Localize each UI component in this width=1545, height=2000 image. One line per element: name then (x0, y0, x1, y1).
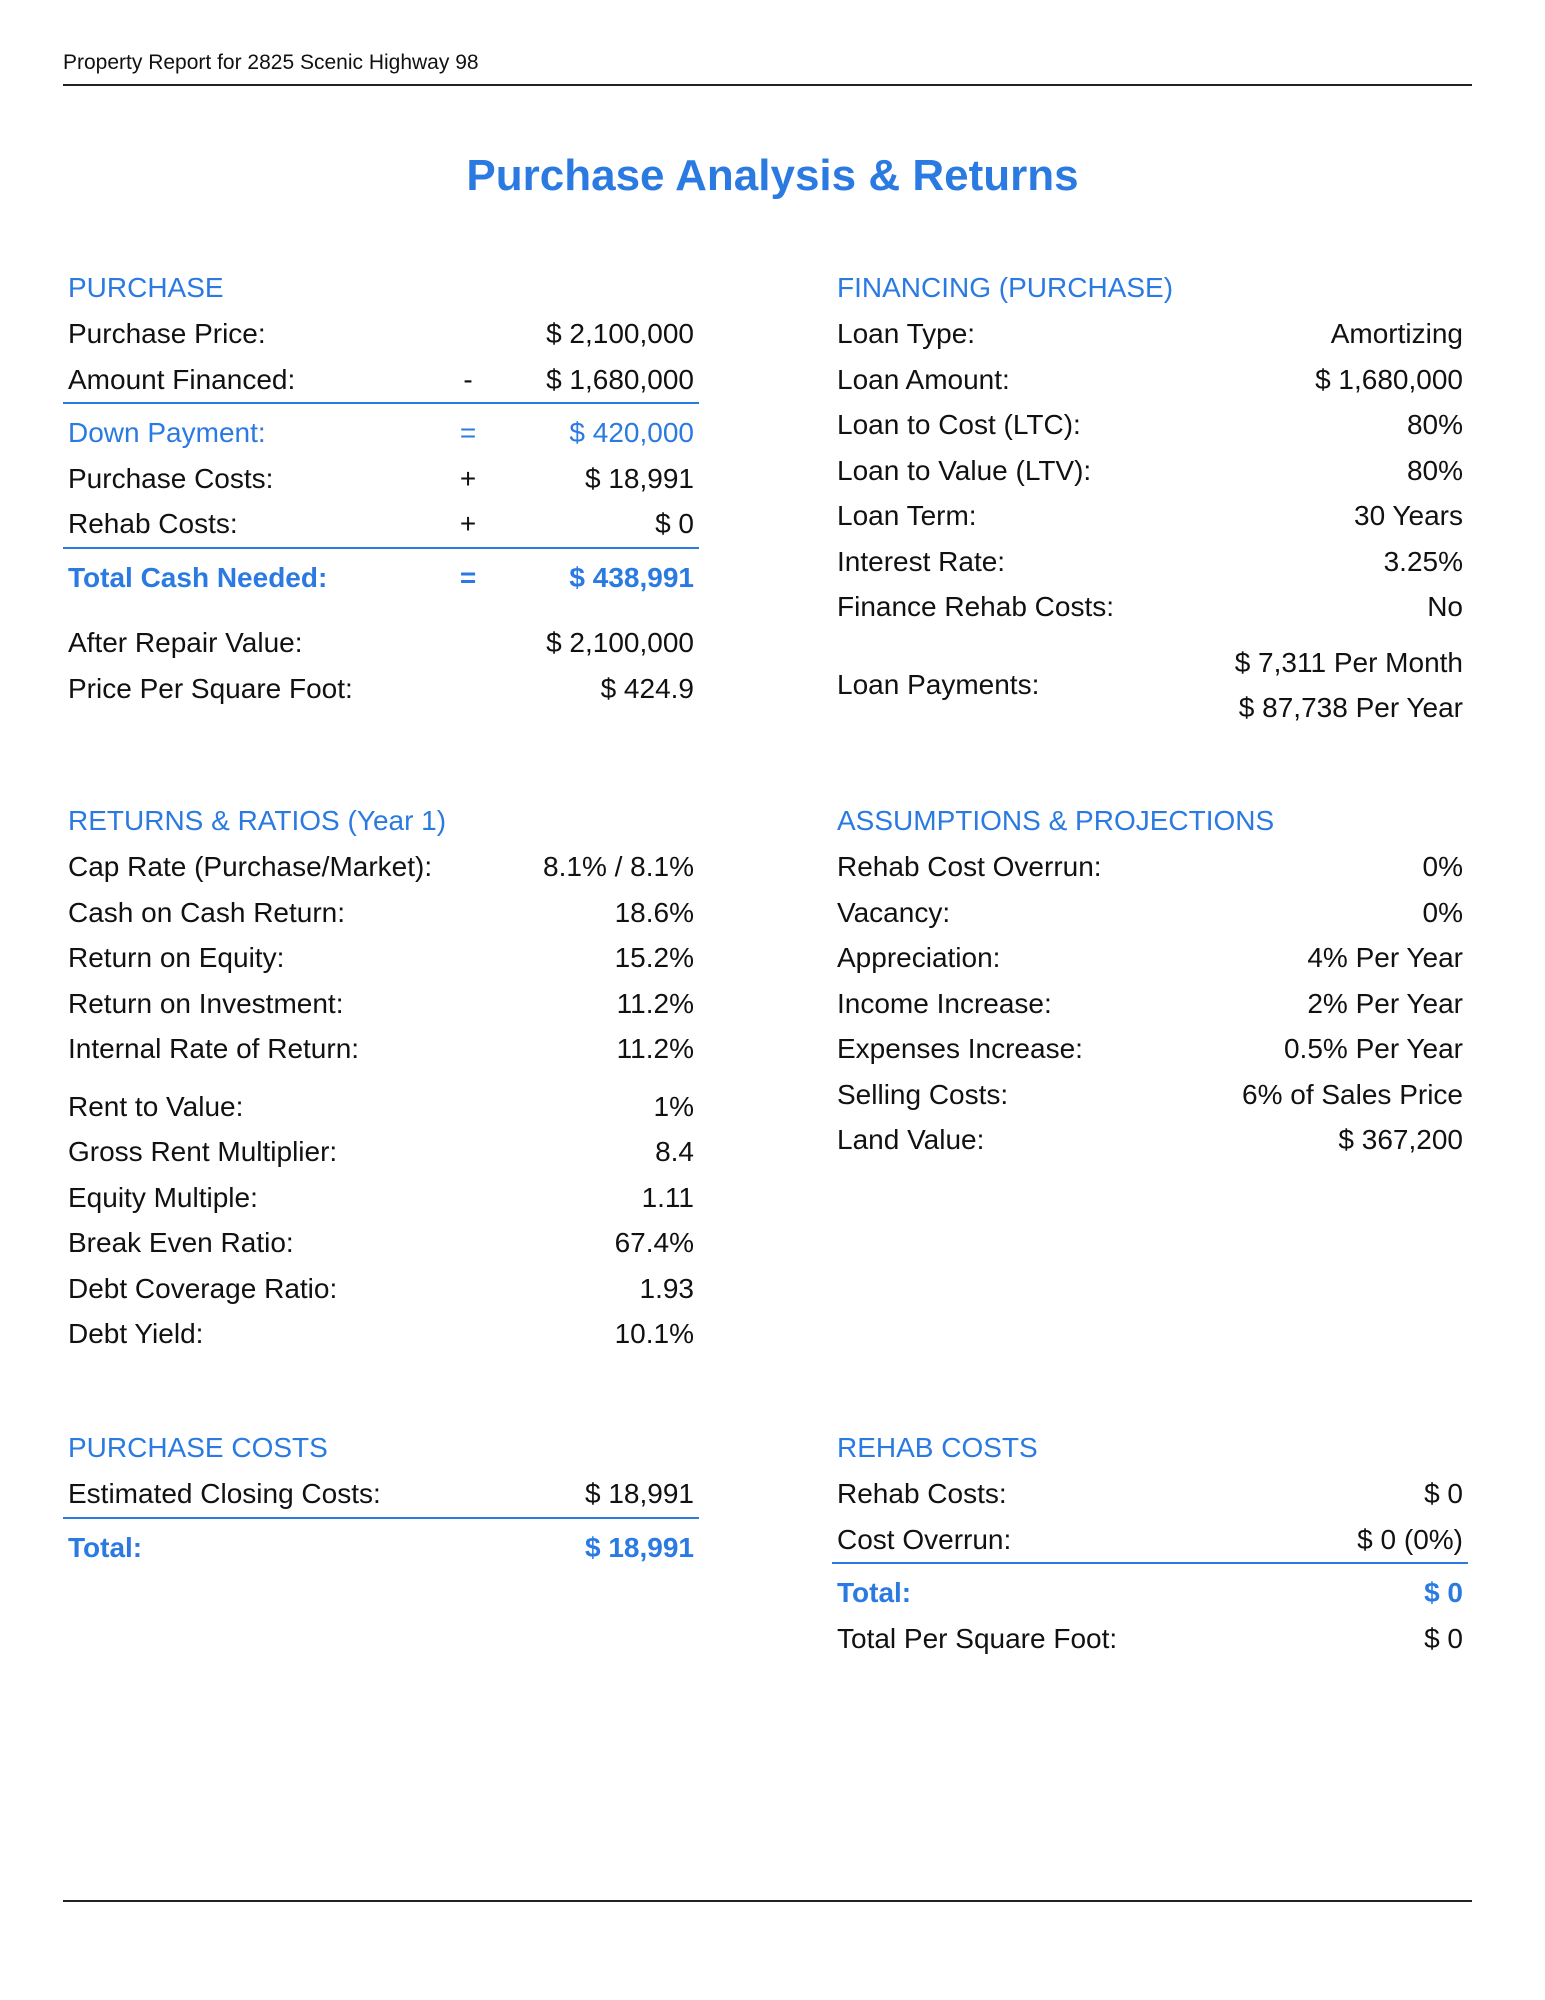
closing-costs-label: Estimated Closing Costs: (68, 1478, 381, 1509)
selling-costs-value: 6% of Sales Price (1242, 1078, 1463, 1110)
dcr-label: Debt Coverage Ratio: (68, 1272, 338, 1304)
interest-rate-row (832, 539, 1468, 585)
loan-payments-label: Loan Payments: (837, 668, 1040, 700)
rehab-costs-section (832, 1425, 1468, 1661)
cap-rate-label: Cap Rate (Purchase/Market): (68, 851, 433, 882)
purchase-price-label: Purchase Price: (68, 318, 266, 349)
break-even-row (63, 1220, 699, 1266)
selling-costs-label: Selling Costs: (837, 1078, 1009, 1110)
rehab-per-sqft-value: $ 0 (1424, 1622, 1463, 1654)
after-repair-value-label: After Repair Value: (68, 627, 303, 658)
loan-term-label: Loan Term: (837, 500, 977, 531)
rehab-costs-label: Rehab Costs: (68, 508, 238, 539)
roe-value: 15.2% (614, 942, 694, 973)
down-payment-value: $ 420,000 (569, 417, 694, 448)
loan-payments-row (832, 640, 1468, 732)
plus-operator: + (459, 462, 477, 494)
dcr-row (63, 1266, 699, 1312)
break-even-value: 67.4% (614, 1227, 694, 1258)
rehab-costs-value: $ 0 (655, 508, 694, 539)
amount-financed-row (63, 357, 699, 405)
rent-to-value-row (63, 1084, 699, 1130)
dcr-value: 1.93 (639, 1272, 694, 1304)
rehab-overrun-row (832, 844, 1468, 890)
loan-payments-yearly: $ 87,738 Per Year (1238, 691, 1463, 723)
ltc-label: Loan to Cost (LTC): (837, 409, 1081, 440)
interest-rate-value: 3.25% (1383, 545, 1463, 577)
price-per-sqft-label: Price Per Square Foot: (68, 672, 353, 704)
cap-rate-row (63, 844, 699, 890)
selling-costs-row (832, 1072, 1468, 1118)
after-repair-value-value: $ 2,100,000 (546, 627, 694, 658)
finance-rehab-row (832, 584, 1468, 630)
price-per-sqft-value: $ 424.9 (600, 672, 694, 704)
amount-financed-value: $ 1,680,000 (546, 363, 694, 395)
purchase-heading: PURCHASE (68, 272, 224, 303)
loan-type-row (832, 311, 1468, 357)
purchase-costs-value: $ 18,991 (585, 462, 694, 494)
purchase-costs-total-label: Total: (68, 1531, 143, 1563)
cash-on-cash-label: Cash on Cash Return: (68, 896, 346, 928)
loan-term-row (832, 493, 1468, 539)
rehab-costs-value: $ 0 (1424, 1478, 1463, 1509)
break-even-label: Break Even Ratio: (68, 1227, 294, 1258)
land-value-row (832, 1117, 1468, 1163)
rehab-total-label: Total: (837, 1577, 912, 1608)
rehab-total-value: $ 0 (1424, 1577, 1463, 1608)
grm-label: Gross Rent Multiplier: (68, 1136, 338, 1167)
roi-row (63, 981, 699, 1027)
loan-amount-row (832, 357, 1468, 403)
purchase-price-value: $ 2,100,000 (546, 318, 694, 349)
expenses-increase-row (832, 1026, 1468, 1072)
grm-value: 8.4 (655, 1136, 694, 1167)
ltc-value: 80% (1406, 409, 1463, 440)
cost-overrun-row (832, 1517, 1468, 1565)
loan-type-value: Amortizing (1330, 318, 1463, 349)
irr-label: Internal Rate of Return: (68, 1033, 360, 1064)
purchase-costs-row (63, 456, 699, 502)
closing-costs-value: $ 18,991 (585, 1478, 694, 1509)
rent-to-value-value: 1% (653, 1090, 694, 1122)
loan-amount-label: Loan Amount: (837, 363, 1010, 395)
plus-operator: + (459, 508, 477, 539)
income-increase-row (832, 981, 1468, 1027)
ltv-row (832, 448, 1468, 494)
vacancy-value: 0% (1422, 896, 1463, 928)
total-cash-needed-value: $ 438,991 (569, 561, 694, 593)
returns-heading: RETURNS & RATIOS (Year 1) (68, 805, 447, 836)
total-cash-needed-row (63, 555, 699, 601)
land-value-value: $ 367,200 (1338, 1124, 1463, 1155)
cash-on-cash-row (63, 890, 699, 936)
debt-yield-row (63, 1311, 699, 1357)
purchase-section (63, 265, 699, 711)
rehab-costs-row (63, 501, 699, 549)
loan-term-value: 30 Years (1354, 500, 1463, 531)
purchase-costs-total-row (63, 1525, 699, 1571)
equity-multiple-label: Equity Multiple: (68, 1181, 258, 1213)
irr-value: 11.2% (616, 1033, 694, 1064)
down-payment-row (63, 410, 699, 456)
rehab-costs-label: Rehab Costs: (837, 1478, 1007, 1509)
rehab-per-sqft-label: Total Per Square Foot: (837, 1622, 1118, 1654)
after-repair-value-row (63, 620, 699, 666)
rent-to-value-label: Rent to Value: (68, 1090, 244, 1122)
purchase-costs-label: Purchase Costs: (68, 462, 274, 494)
purchase-costs-heading: PURCHASE COSTS (68, 1432, 328, 1463)
equals-operator: = (459, 417, 477, 448)
roe-label: Return on Equity: (68, 942, 285, 973)
amount-financed-label: Amount Financed: (68, 363, 296, 395)
vacancy-label: Vacancy: (837, 896, 951, 928)
roi-value: 11.2% (616, 987, 694, 1019)
rehab-overrun-label: Rehab Cost Overrun: (837, 851, 1102, 882)
loan-amount-value: $ 1,680,000 (1315, 363, 1463, 395)
purchase-costs-section (63, 1425, 699, 1570)
assumptions-section (832, 798, 1468, 1163)
price-per-sqft-row (63, 666, 699, 712)
purchase-costs-total-value: $ 18,991 (585, 1531, 694, 1563)
debt-yield-label: Debt Yield: (68, 1318, 204, 1349)
appreciation-label: Appreciation: (837, 942, 1001, 973)
cost-overrun-value: $ 0 (0%) (1357, 1523, 1463, 1555)
equity-multiple-value: 1.11 (641, 1181, 694, 1213)
returns-section (63, 798, 699, 1357)
grm-row (63, 1129, 699, 1175)
land-value-label: Land Value: (837, 1124, 985, 1155)
loan-payments-monthly: $ 7,311 Per Month (1234, 646, 1463, 678)
footer-divider (63, 1900, 1472, 1902)
debt-yield-value: 10.1% (614, 1318, 694, 1349)
rehab-overrun-value: 0% (1422, 851, 1463, 882)
cost-overrun-label: Cost Overrun: (837, 1523, 1012, 1555)
total-cash-needed-label: Total Cash Needed: (68, 561, 328, 593)
financing-section (832, 265, 1468, 732)
rehab-per-sqft-row (832, 1616, 1468, 1662)
report-header-title: Property Report for 2825 Scenic Highway 98 (63, 51, 479, 74)
cap-rate-value: 8.1% / 8.1% (543, 851, 694, 882)
expenses-increase-value: 0.5% Per Year (1283, 1033, 1463, 1064)
finance-rehab-label: Finance Rehab Costs: (837, 591, 1115, 622)
loan-type-label: Loan Type: (837, 318, 976, 349)
expenses-increase-label: Expenses Increase: (837, 1033, 1083, 1064)
rehab-costs-heading: REHAB COSTS (837, 1432, 1038, 1463)
rehab-total-row (832, 1570, 1468, 1616)
roi-label: Return on Investment: (68, 987, 344, 1019)
roe-row (63, 935, 699, 981)
vacancy-row (832, 890, 1468, 936)
equity-multiple-row (63, 1175, 699, 1221)
rehab-costs-row (832, 1471, 1468, 1517)
purchase-price-row (63, 311, 699, 357)
interest-rate-label: Interest Rate: (837, 545, 1006, 577)
assumptions-heading: ASSUMPTIONS & PROJECTIONS (837, 805, 1275, 836)
appreciation-value: 4% Per Year (1307, 942, 1463, 973)
report-header (63, 48, 1472, 86)
ltv-value: 80% (1406, 454, 1463, 486)
income-increase-label: Income Increase: (837, 987, 1052, 1019)
page-title: Purchase Analysis & Returns (466, 151, 1079, 200)
income-increase-value: 2% Per Year (1307, 987, 1463, 1019)
ltc-row (832, 402, 1468, 448)
cash-on-cash-value: 18.6% (614, 896, 694, 928)
closing-costs-row (63, 1471, 699, 1519)
ltv-label: Loan to Value (LTV): (837, 454, 1092, 486)
finance-rehab-value: No (1427, 591, 1463, 622)
minus-operator: - (463, 363, 473, 395)
appreciation-row (832, 935, 1468, 981)
equals-operator: = (459, 561, 477, 593)
down-payment-label: Down Payment: (68, 417, 266, 448)
financing-heading: FINANCING (PURCHASE) (837, 272, 1174, 303)
irr-row (63, 1026, 699, 1072)
